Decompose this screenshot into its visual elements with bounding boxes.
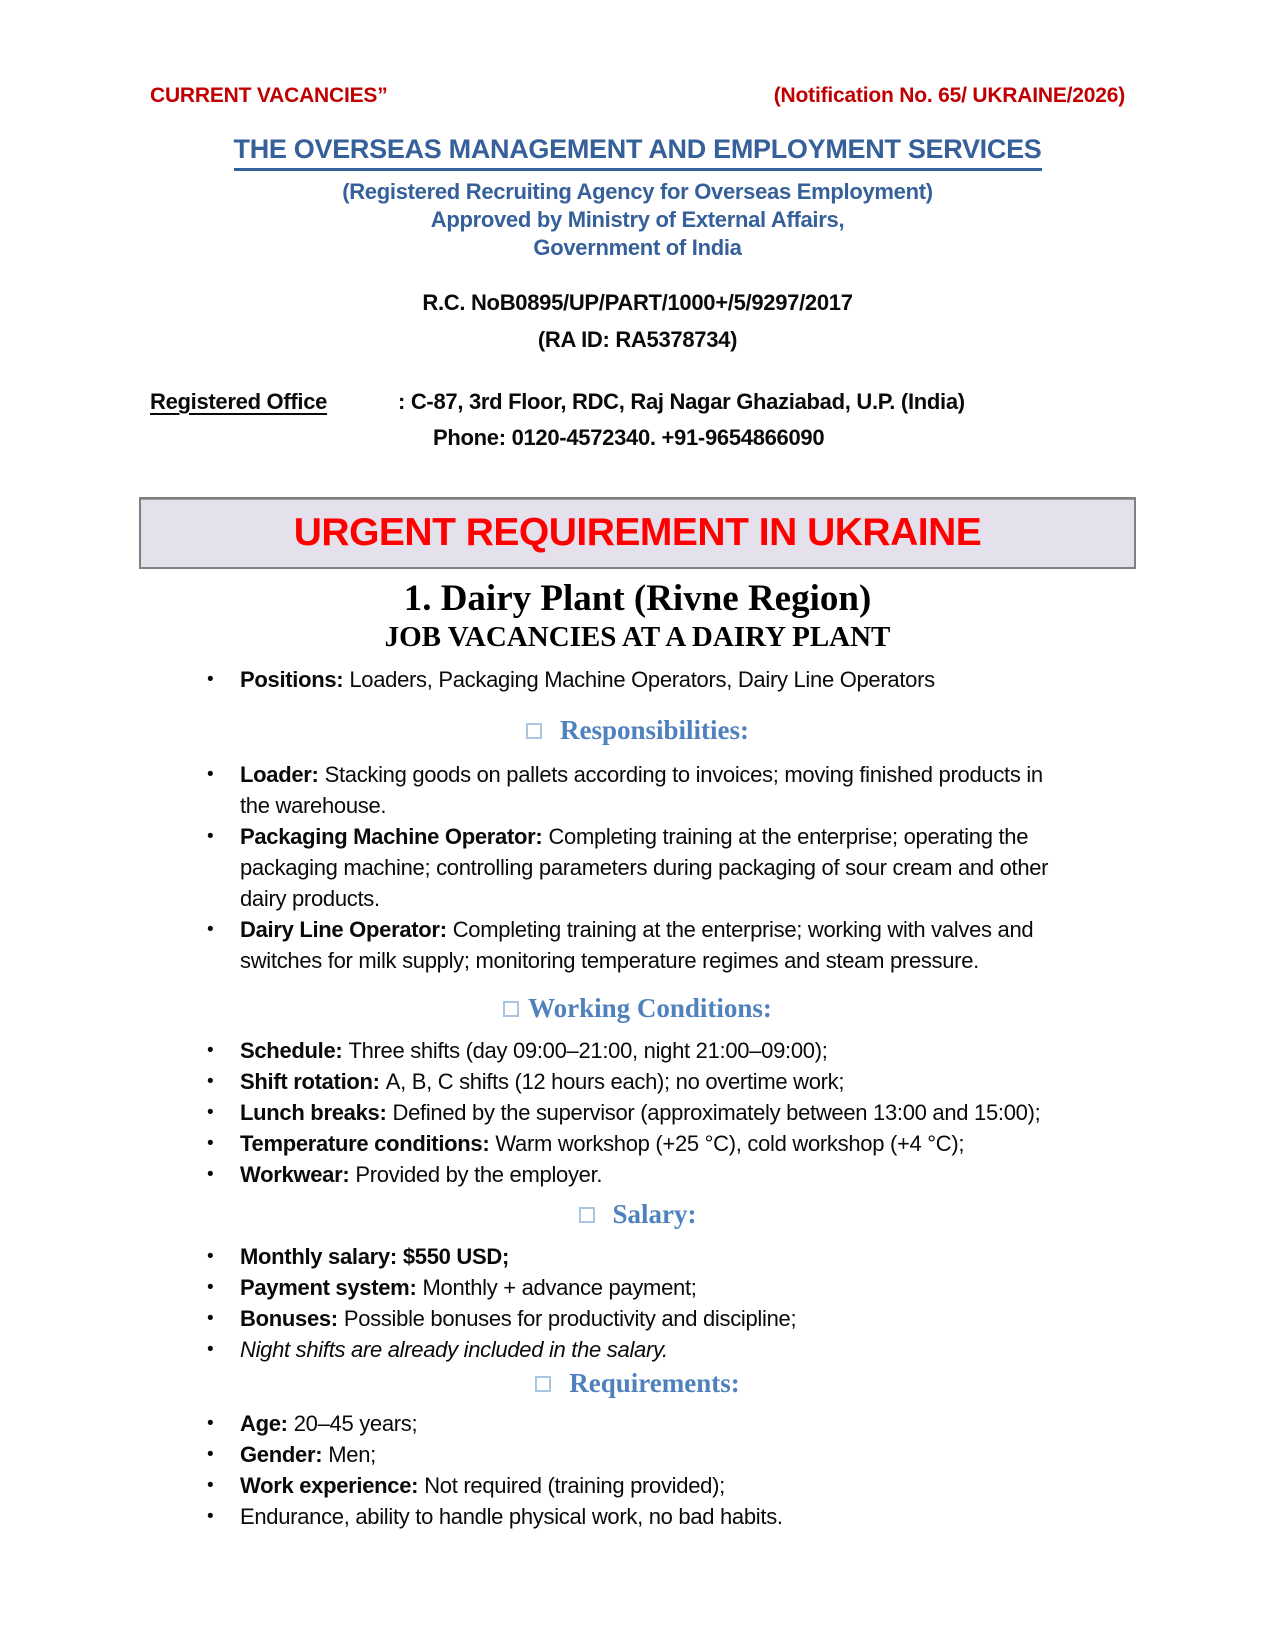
notification-number: (Notification No. 65/ UKRAINE/2026) xyxy=(773,84,1125,107)
item-text: Monthly + advance payment; xyxy=(422,1275,697,1300)
item-label: Packaging Machine Operator: xyxy=(240,824,543,849)
bullet-icon: • xyxy=(207,826,214,847)
list-item xyxy=(150,1408,1125,1439)
office-address: : C-87, 3rd Floor, RDC, Raj Nagar Ghaziabad, U.P. (India) xyxy=(398,389,965,414)
list-item xyxy=(150,1439,1125,1470)
bullet-icon: • xyxy=(207,1308,214,1329)
list-item xyxy=(150,1470,1125,1501)
checkbox-icon xyxy=(535,1376,551,1392)
bullet-icon: • xyxy=(207,1102,214,1123)
item-label: Shift rotation: xyxy=(240,1069,380,1094)
bullet-icon: • xyxy=(207,1277,214,1298)
bullet-icon: • xyxy=(207,1413,214,1434)
section-heading-responsibilities xyxy=(150,715,1125,746)
bullet-icon: • xyxy=(207,1246,214,1267)
section-heading-label: Requirements: xyxy=(569,1368,740,1398)
agency-subtitle-3: Government of India xyxy=(533,235,742,260)
item-text: Men; xyxy=(328,1442,376,1467)
list-item xyxy=(150,1097,1125,1128)
item-text: Warm workshop (+25 °C), cold workshop (+4 °C); xyxy=(495,1131,965,1156)
item-text: A, B, C shifts (12 hours each); no overtime work; xyxy=(385,1069,845,1094)
item-label: Temperature conditions: xyxy=(240,1131,490,1156)
item-label: Payment system: xyxy=(240,1275,417,1300)
ra-id: (RA ID: RA5378734) xyxy=(537,327,738,352)
bullet-icon: • xyxy=(207,1040,214,1061)
checkbox-icon xyxy=(526,723,542,739)
item-label: Schedule: xyxy=(240,1038,343,1063)
item-label: Monthly salary: xyxy=(240,1244,397,1269)
list-item xyxy=(150,1128,1125,1159)
list-item xyxy=(150,821,1125,914)
document-header xyxy=(150,84,1125,108)
list-item xyxy=(150,1334,1125,1365)
item-text: Provided by the employer. xyxy=(355,1162,603,1187)
section-heading-label: Responsibilities: xyxy=(559,715,750,745)
bullet-icon: • xyxy=(207,1475,214,1496)
bullet-icon: • xyxy=(207,1133,214,1154)
item-text: Night shifts are already included in the salary. xyxy=(240,1337,668,1362)
registered-office-details xyxy=(398,389,965,451)
office-phone: Phone: 0120-4572340. +91-9654866090 xyxy=(433,425,825,450)
list-item xyxy=(150,1501,1125,1532)
list-item xyxy=(150,1272,1125,1303)
list-item-positions xyxy=(150,664,1125,695)
item-text: Stacking goods on pallets according to invoices; moving finished products in the warehouse. xyxy=(240,762,1043,818)
list-item xyxy=(150,1066,1125,1097)
item-text: 20–45 years; xyxy=(293,1411,418,1436)
item-label: Bonuses: xyxy=(240,1306,338,1331)
item-label: Gender: xyxy=(240,1442,323,1467)
section-heading-label: Working Conditions: xyxy=(528,993,772,1023)
section-heading-requirements xyxy=(150,1368,1125,1399)
item-text: Three shifts (day 09:00–21:00, night 21:00–09:00); xyxy=(348,1038,828,1063)
bullet-icon: • xyxy=(207,1071,214,1092)
item-label: Positions: xyxy=(240,667,344,692)
item-text: Possible bonuses for productivity and discipline; xyxy=(343,1306,797,1331)
registered-office-row xyxy=(150,389,1125,451)
list-item xyxy=(150,1159,1125,1190)
list-item xyxy=(150,1241,1125,1272)
item-label: Work experience: xyxy=(240,1473,419,1498)
bullet-icon: • xyxy=(207,1444,214,1465)
bullet-icon: • xyxy=(207,669,214,690)
list-item xyxy=(150,759,1125,821)
bullet-icon: • xyxy=(207,1506,214,1527)
item-text: Defined by the supervisor (approximately between 13:00 and 15:00); xyxy=(392,1100,1041,1125)
item-text: Completing training at the enterprise; operating the packaging machine; controlling parameters during packaging of sour cream and other dairy products. xyxy=(240,824,1049,911)
checkbox-icon xyxy=(579,1207,595,1223)
rc-number: R.C. NoB0895/UP/PART/1000+/5/9297/2017 xyxy=(422,290,853,315)
bullet-icon: • xyxy=(207,919,214,940)
bullet-icon: • xyxy=(207,1339,214,1360)
item-text: $550 USD; xyxy=(402,1244,510,1269)
agency-subtitle-1: (Registered Recruiting Agency for Overseas Employment) xyxy=(342,179,933,204)
agency-name-row xyxy=(150,134,1125,171)
bullet-icon: • xyxy=(207,1164,214,1185)
bullet-icon: • xyxy=(207,764,214,785)
item-text: Not required (training provided); xyxy=(424,1473,725,1498)
registered-office-label: Registered Office xyxy=(150,389,328,414)
banner-text: URGENT REQUIREMENT IN UKRAINE xyxy=(293,511,982,554)
urgent-banner xyxy=(139,497,1136,569)
item-text: Endurance, ability to handle physical work, no bad habits. xyxy=(240,1504,783,1529)
section-heading-label: Salary: xyxy=(612,1199,697,1229)
item-label: Workwear: xyxy=(240,1162,350,1187)
item-label: Lunch breaks: xyxy=(240,1100,387,1125)
job-title: 1. Dairy Plant (Rivne Region) xyxy=(403,578,872,619)
item-label: Loader: xyxy=(240,762,319,787)
item-text: Completing training at the enterprise; working with valves and switches for milk supply; monitoring temperature regimes and steam pressure. xyxy=(240,917,1034,973)
checkbox-icon xyxy=(503,1001,519,1017)
section-heading-salary xyxy=(150,1199,1125,1230)
list-item xyxy=(150,1303,1125,1334)
list-item xyxy=(150,914,1125,976)
item-label: Age: xyxy=(240,1411,288,1436)
item-text: Loaders, Packaging Machine Operators, Dairy Line Operators xyxy=(349,667,935,692)
job-subtitle: JOB VACANCIES AT A DAIRY PLANT xyxy=(384,621,891,653)
agency-subtitle-2: Approved by Ministry of External Affairs, xyxy=(430,207,845,232)
section-heading-working-conditions xyxy=(150,993,1125,1024)
agency-name: THE OVERSEAS MANAGEMENT AND EMPLOYMENT SERVICES xyxy=(234,134,1042,171)
item-label: Dairy Line Operator: xyxy=(240,917,447,942)
header-left-text: CURRENT VACANCIES” xyxy=(150,84,388,107)
list-item xyxy=(150,1035,1125,1066)
